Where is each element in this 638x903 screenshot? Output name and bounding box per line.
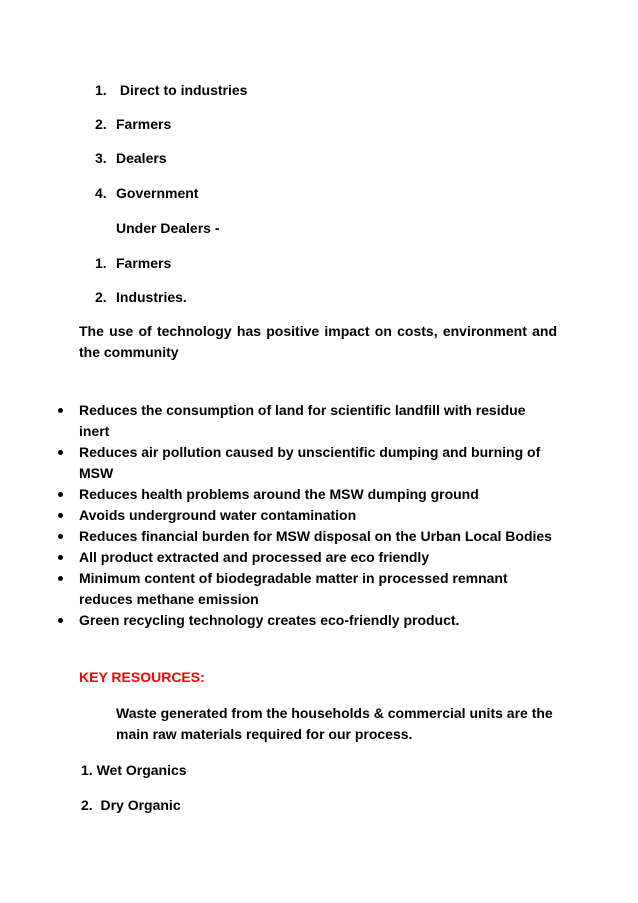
list-number: 4. bbox=[95, 185, 107, 201]
list-item bbox=[58, 484, 558, 505]
channel-item-3 bbox=[95, 148, 167, 168]
list-text: Dry Organic bbox=[96, 797, 181, 813]
list-item bbox=[58, 526, 558, 547]
list-text: Green recycling technology creates eco-friendly product. bbox=[79, 612, 460, 628]
list-item bbox=[58, 547, 558, 568]
benefits-list bbox=[58, 400, 558, 631]
list-number: 2. bbox=[95, 116, 107, 132]
list-text: Reduces financial burden for MSW disposal on the Urban Local Bodies bbox=[79, 528, 552, 544]
list-number: 1. bbox=[95, 82, 107, 98]
list-number: 2. bbox=[81, 797, 93, 813]
list-item bbox=[58, 442, 558, 484]
under-dealers-label: Under Dealers - bbox=[116, 220, 220, 236]
list-text: Dealers bbox=[116, 150, 167, 166]
bullet-icon bbox=[58, 576, 63, 581]
list-text: Wet Organics bbox=[96, 762, 187, 778]
list-text: Reduces the consumption of land for scientific landfill with residue inert bbox=[79, 402, 526, 439]
bullet-icon bbox=[58, 534, 63, 539]
list-item bbox=[58, 610, 558, 631]
bullet-icon bbox=[58, 492, 63, 497]
channel-item-2 bbox=[95, 114, 171, 134]
list-text: Farmers bbox=[116, 255, 172, 271]
channel-item-4 bbox=[95, 183, 198, 203]
bullet-icon bbox=[58, 450, 63, 455]
bullet-icon bbox=[58, 618, 63, 623]
channel-item-1 bbox=[95, 80, 247, 100]
list-text: Industries. bbox=[116, 289, 187, 305]
list-item bbox=[58, 400, 558, 442]
bullet-icon bbox=[58, 513, 63, 518]
list-number: 1. bbox=[81, 762, 93, 778]
dealer-item-2 bbox=[95, 287, 187, 307]
list-item bbox=[58, 505, 558, 526]
list-item bbox=[58, 568, 558, 610]
key-resources-description: Waste generated from the households & commercial units are the main raw materials required for our process. bbox=[116, 705, 553, 742]
list-text: Minimum content of biodegradable matter in processed remnant reduces methane emission bbox=[79, 570, 508, 607]
list-number: 1. bbox=[95, 255, 107, 271]
resource-item-2 bbox=[81, 795, 181, 815]
list-text: All product extracted and processed are eco friendly bbox=[79, 549, 430, 565]
list-text: Direct to industries bbox=[116, 82, 248, 98]
list-text: Government bbox=[116, 185, 199, 201]
key-resources-heading: KEY RESOURCES: bbox=[79, 669, 205, 685]
technology-paragraph: The use of technology has positive impact on costs, environment and the community bbox=[79, 323, 557, 360]
bullet-icon bbox=[58, 408, 63, 413]
resource-item-1 bbox=[81, 760, 187, 780]
list-text: Reduces air pollution caused by unscientific dumping and burning of MSW bbox=[79, 444, 541, 481]
list-text: Farmers bbox=[116, 116, 172, 132]
list-number: 3. bbox=[95, 150, 107, 166]
list-text: Avoids underground water contamination bbox=[79, 507, 357, 523]
bullet-icon bbox=[58, 555, 63, 560]
dealer-item-1 bbox=[95, 253, 171, 273]
list-text: Reduces health problems around the MSW dumping ground bbox=[79, 486, 479, 502]
list-number: 2. bbox=[95, 289, 107, 305]
